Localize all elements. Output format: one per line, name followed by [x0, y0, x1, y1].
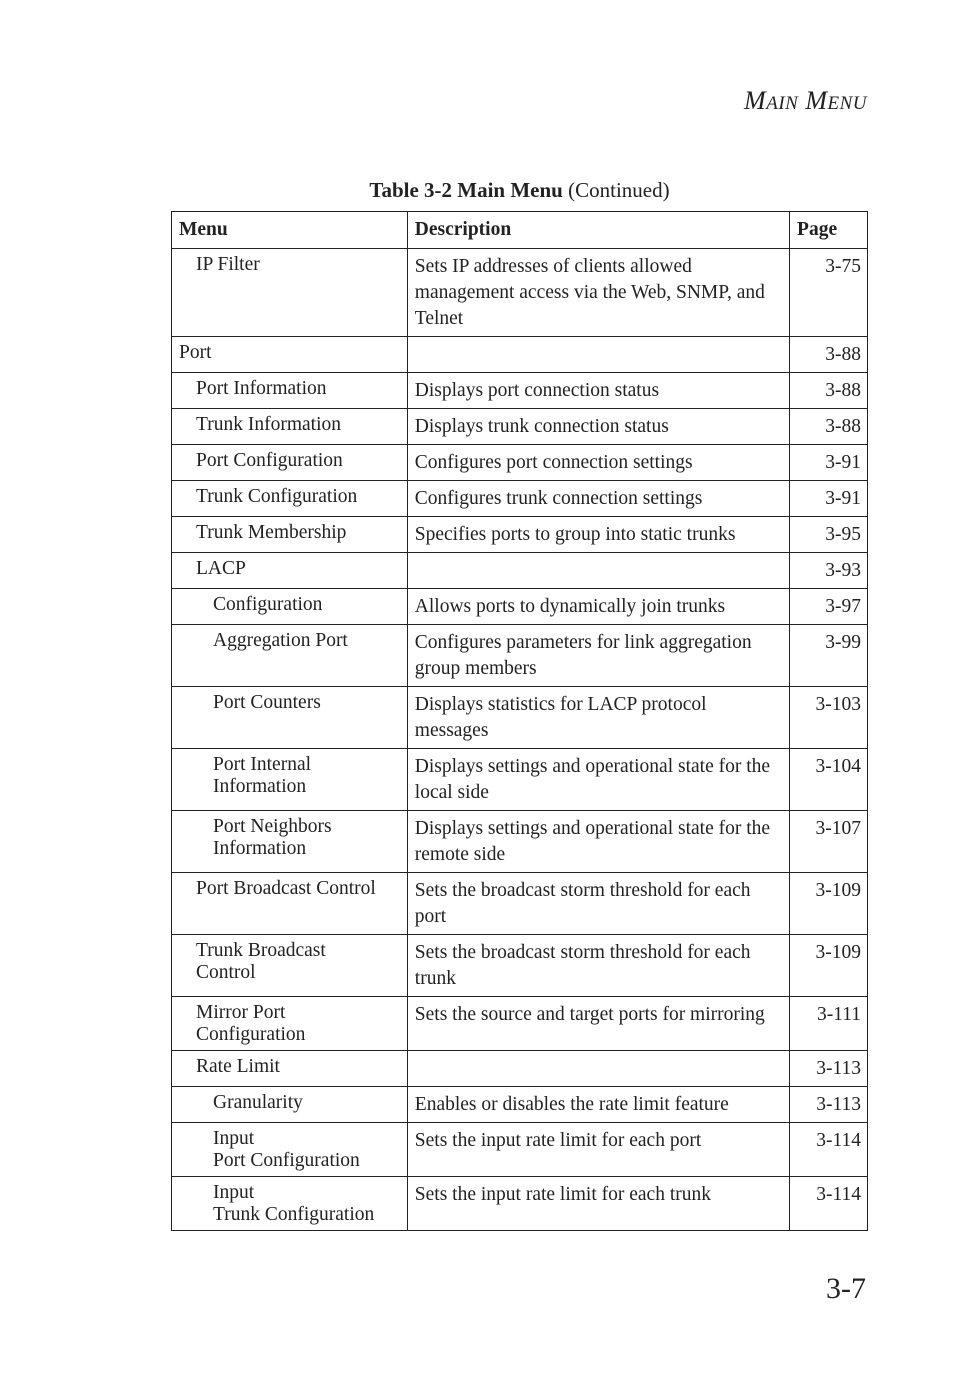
table-row: [172, 553, 868, 589]
page-cell: 3-113: [790, 1051, 868, 1087]
header-page: Page: [790, 212, 868, 249]
page-cell: 3-88: [790, 409, 868, 445]
main-menu-table: [171, 211, 868, 1231]
page-cell: 3-88: [790, 337, 868, 373]
table-row: [172, 373, 868, 409]
menu-cell: Port Broadcast Control: [172, 873, 408, 935]
table-row: [172, 1087, 868, 1123]
menu-cell: Configuration: [172, 589, 408, 625]
menu-cell: Port Information: [172, 373, 408, 409]
menu-cell: Input Port Configuration: [172, 1123, 408, 1177]
description-cell: Displays trunk connection status: [407, 409, 789, 445]
menu-cell: Trunk Information: [172, 409, 408, 445]
running-head-rest-1: AIN: [766, 93, 799, 114]
page-cell: 3-104: [790, 749, 868, 811]
menu-cell: Port Neighbors Information: [172, 811, 408, 873]
description-cell: Specifies ports to group into static trunks: [407, 517, 789, 553]
menu-cell: LACP: [172, 553, 408, 589]
menu-cell: Port Configuration: [172, 445, 408, 481]
menu-cell: IP Filter: [172, 249, 408, 337]
caption-label: Table 3-2 Main Menu: [369, 178, 563, 202]
table-row: [172, 625, 868, 687]
description-cell: Configures port connection settings: [407, 445, 789, 481]
description-cell: Sets the broadcast storm threshold for each trunk: [407, 935, 789, 997]
table-row: [172, 1177, 868, 1231]
description-cell: Enables or disables the rate limit feature: [407, 1087, 789, 1123]
page-cell: 3-91: [790, 481, 868, 517]
menu-cell: Mirror Port Configuration: [172, 997, 408, 1051]
description-cell: Sets the input rate limit for each trunk: [407, 1177, 789, 1231]
page-cell: 3-93: [790, 553, 868, 589]
description-cell: Displays settings and operational state for the local side: [407, 749, 789, 811]
description-cell: Displays settings and operational state for the remote side: [407, 811, 789, 873]
menu-cell: Aggregation Port: [172, 625, 408, 687]
table-caption: [171, 178, 868, 203]
table-row: [172, 811, 868, 873]
table-row: [172, 997, 868, 1051]
table-body: [172, 249, 868, 1231]
running-head-initial-2: M: [805, 86, 828, 115]
page-cell: 3-109: [790, 873, 868, 935]
menu-cell: Trunk Broadcast Control: [172, 935, 408, 997]
menu-cell: Trunk Membership: [172, 517, 408, 553]
page-cell: 3-103: [790, 687, 868, 749]
menu-cell: Rate Limit: [172, 1051, 408, 1087]
table-header-row: [172, 212, 868, 249]
page-cell: 3-99: [790, 625, 868, 687]
table-row: [172, 1123, 868, 1177]
menu-cell: Granularity: [172, 1087, 408, 1123]
description-cell: [407, 337, 789, 373]
menu-cell: Port Counters: [172, 687, 408, 749]
description-cell: Displays port connection status: [407, 373, 789, 409]
running-head-rest-2: ENU: [827, 93, 867, 114]
page-cell: 3-114: [790, 1177, 868, 1231]
description-cell: Sets the broadcast storm threshold for each port: [407, 873, 789, 935]
table-row: [172, 481, 868, 517]
menu-cell: Input Trunk Configuration: [172, 1177, 408, 1231]
table-row: [172, 589, 868, 625]
header-menu: Menu: [172, 212, 408, 249]
running-head: [744, 86, 867, 116]
page-cell: 3-109: [790, 935, 868, 997]
page-cell: 3-95: [790, 517, 868, 553]
page-cell: 3-111: [790, 997, 868, 1051]
page-number: 3-7: [826, 1272, 866, 1305]
menu-cell: Port: [172, 337, 408, 373]
description-cell: Displays statistics for LACP protocol messages: [407, 687, 789, 749]
description-cell: Sets the source and target ports for mirroring: [407, 997, 789, 1051]
menu-cell: Trunk Configuration: [172, 481, 408, 517]
table-row: [172, 409, 868, 445]
description-cell: Configures trunk connection settings: [407, 481, 789, 517]
table-row: [172, 1051, 868, 1087]
table-row: [172, 687, 868, 749]
description-cell: [407, 1051, 789, 1087]
page-cell: 3-107: [790, 811, 868, 873]
running-head-initial-1: M: [744, 86, 767, 115]
table-row: [172, 249, 868, 337]
page-cell: 3-114: [790, 1123, 868, 1177]
table-row: [172, 445, 868, 481]
header-description: Description: [407, 212, 789, 249]
description-cell: Sets IP addresses of clients allowed management access via the Web, SNMP, and Telnet: [407, 249, 789, 337]
table-row: [172, 749, 868, 811]
caption-suffix: (Continued): [568, 178, 670, 202]
description-cell: Sets the input rate limit for each port: [407, 1123, 789, 1177]
table-row: [172, 935, 868, 997]
table-row: [172, 337, 868, 373]
page-cell: 3-75: [790, 249, 868, 337]
menu-cell: Port Internal Information: [172, 749, 408, 811]
description-cell: Allows ports to dynamically join trunks: [407, 589, 789, 625]
page-cell: 3-91: [790, 445, 868, 481]
table-row: [172, 873, 868, 935]
page-cell: 3-88: [790, 373, 868, 409]
page-cell: 3-97: [790, 589, 868, 625]
description-cell: Configures parameters for link aggregation group members: [407, 625, 789, 687]
description-cell: [407, 553, 789, 589]
page-cell: 3-113: [790, 1087, 868, 1123]
table-row: [172, 517, 868, 553]
